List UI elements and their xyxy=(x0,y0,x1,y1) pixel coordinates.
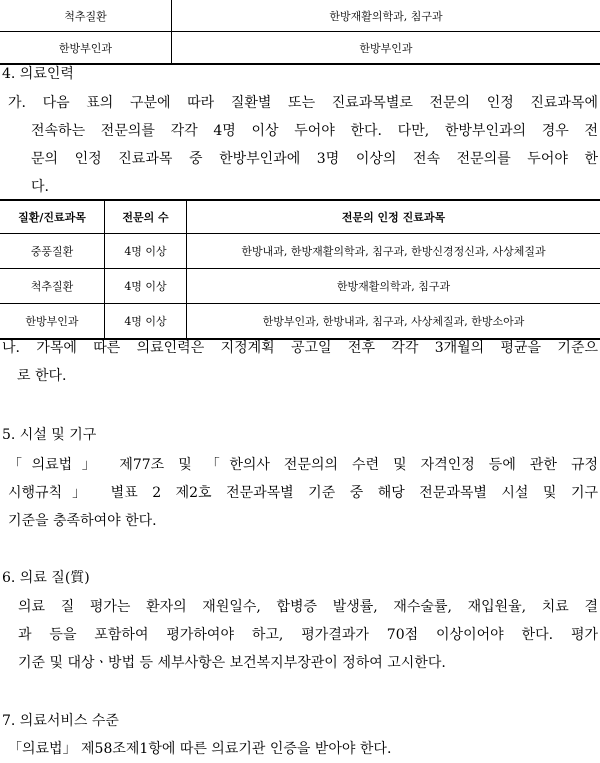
column-header: 질환/진료과목 xyxy=(0,200,105,234)
table-cell: 한방부인과 xyxy=(0,304,105,340)
condition-cell: 한방부인과 xyxy=(0,32,172,65)
table-row xyxy=(0,0,600,32)
section4-item-ga-line3: 문의 인정 진료과목 중 한방부인과에 3명 이상의 전속 전문의를 두어야 한 xyxy=(31,145,598,173)
table-cell: 한방부인과, 한방내과, 침구과, 사상체질과, 한방소아과 xyxy=(187,304,600,340)
section4-item-na-line1: 나. 가목에 따른 의료인력은 지정계획 공고일 전후 각각 3개월의 평균을 기준으 xyxy=(2,334,598,362)
table-cell: 한방재활의학과, 침구과 xyxy=(187,269,600,304)
table-cell: 중풍질환 xyxy=(0,234,105,269)
section6-line3: 기준 및 대상ㆍ방법 등 세부사항은 보건복지부장관이 정하여 고시한다. xyxy=(18,649,600,677)
section4-item-ga-line4: 다. xyxy=(31,173,600,201)
table-cell: 4명 이상 xyxy=(105,304,187,340)
specialty-cell: 한방부인과 xyxy=(172,32,600,65)
section5-line2: 시행규칙」 별표 2 제2호 전문과목별 기준 중 해당 전문과목별 시설 및 기구 xyxy=(8,479,598,507)
table-row xyxy=(0,269,600,304)
table-cell: 4명 이상 xyxy=(105,234,187,269)
section4-item-ga-line1: 가. 다음 표의 구분에 따라 질환별 또는 진료과목별로 전문의 인정 진료과목에 xyxy=(8,89,598,117)
section5-line3: 기준을 충족하여야 한다. xyxy=(8,507,600,535)
section4-item-ga-line2: 전속하는 전문의를 각각 4명 이상 두어야 한다. 다만, 한방부인과의 경우 전 xyxy=(31,117,598,145)
specialist-requirement-table xyxy=(0,199,600,340)
section7-heading: 7. 의료서비스 수준 xyxy=(2,707,600,735)
table-cell: 한방내과, 한방재활의학과, 침구과, 한방신경정신과, 사상체질과 xyxy=(187,234,600,269)
section5-line1: 「의료법」 제77조 및 「한의사 전문의의 수련 및 자격인정 등에 관한 규정 xyxy=(8,451,598,479)
section6-heading: 6. 의료 질(質) xyxy=(2,564,600,592)
section7-line1: 「의료법」 제58조제1항에 따른 의료기관 인증을 받아야 한다. xyxy=(8,735,600,763)
section6-line2: 과 등을 포함하여 평가하여야 하고, 평가결과가 70점 이상이어야 한다. 평가 xyxy=(18,621,598,649)
section4-heading: 4. 의료인력 xyxy=(2,60,600,88)
section5-heading: 5. 시설 및 기구 xyxy=(2,421,600,449)
specialty-cell: 한방재활의학과, 침구과 xyxy=(172,0,600,32)
table-cell: 4명 이상 xyxy=(105,269,187,304)
table-row xyxy=(0,234,600,269)
section6-line1: 의료 질 평가는 환자의 재원일수, 합병증 발생률, 재수술률, 재입원율, 치료 결 xyxy=(18,593,598,621)
column-header: 전문의 인정 진료과목 xyxy=(187,200,600,234)
top-continuation-table xyxy=(0,0,600,65)
table-header-row xyxy=(0,200,600,234)
section4-item-na-line2: 로 한다. xyxy=(17,362,600,390)
column-header: 전문의 수 xyxy=(105,200,187,234)
table-cell: 척추질환 xyxy=(0,269,105,304)
condition-cell: 척추질환 xyxy=(0,0,172,32)
